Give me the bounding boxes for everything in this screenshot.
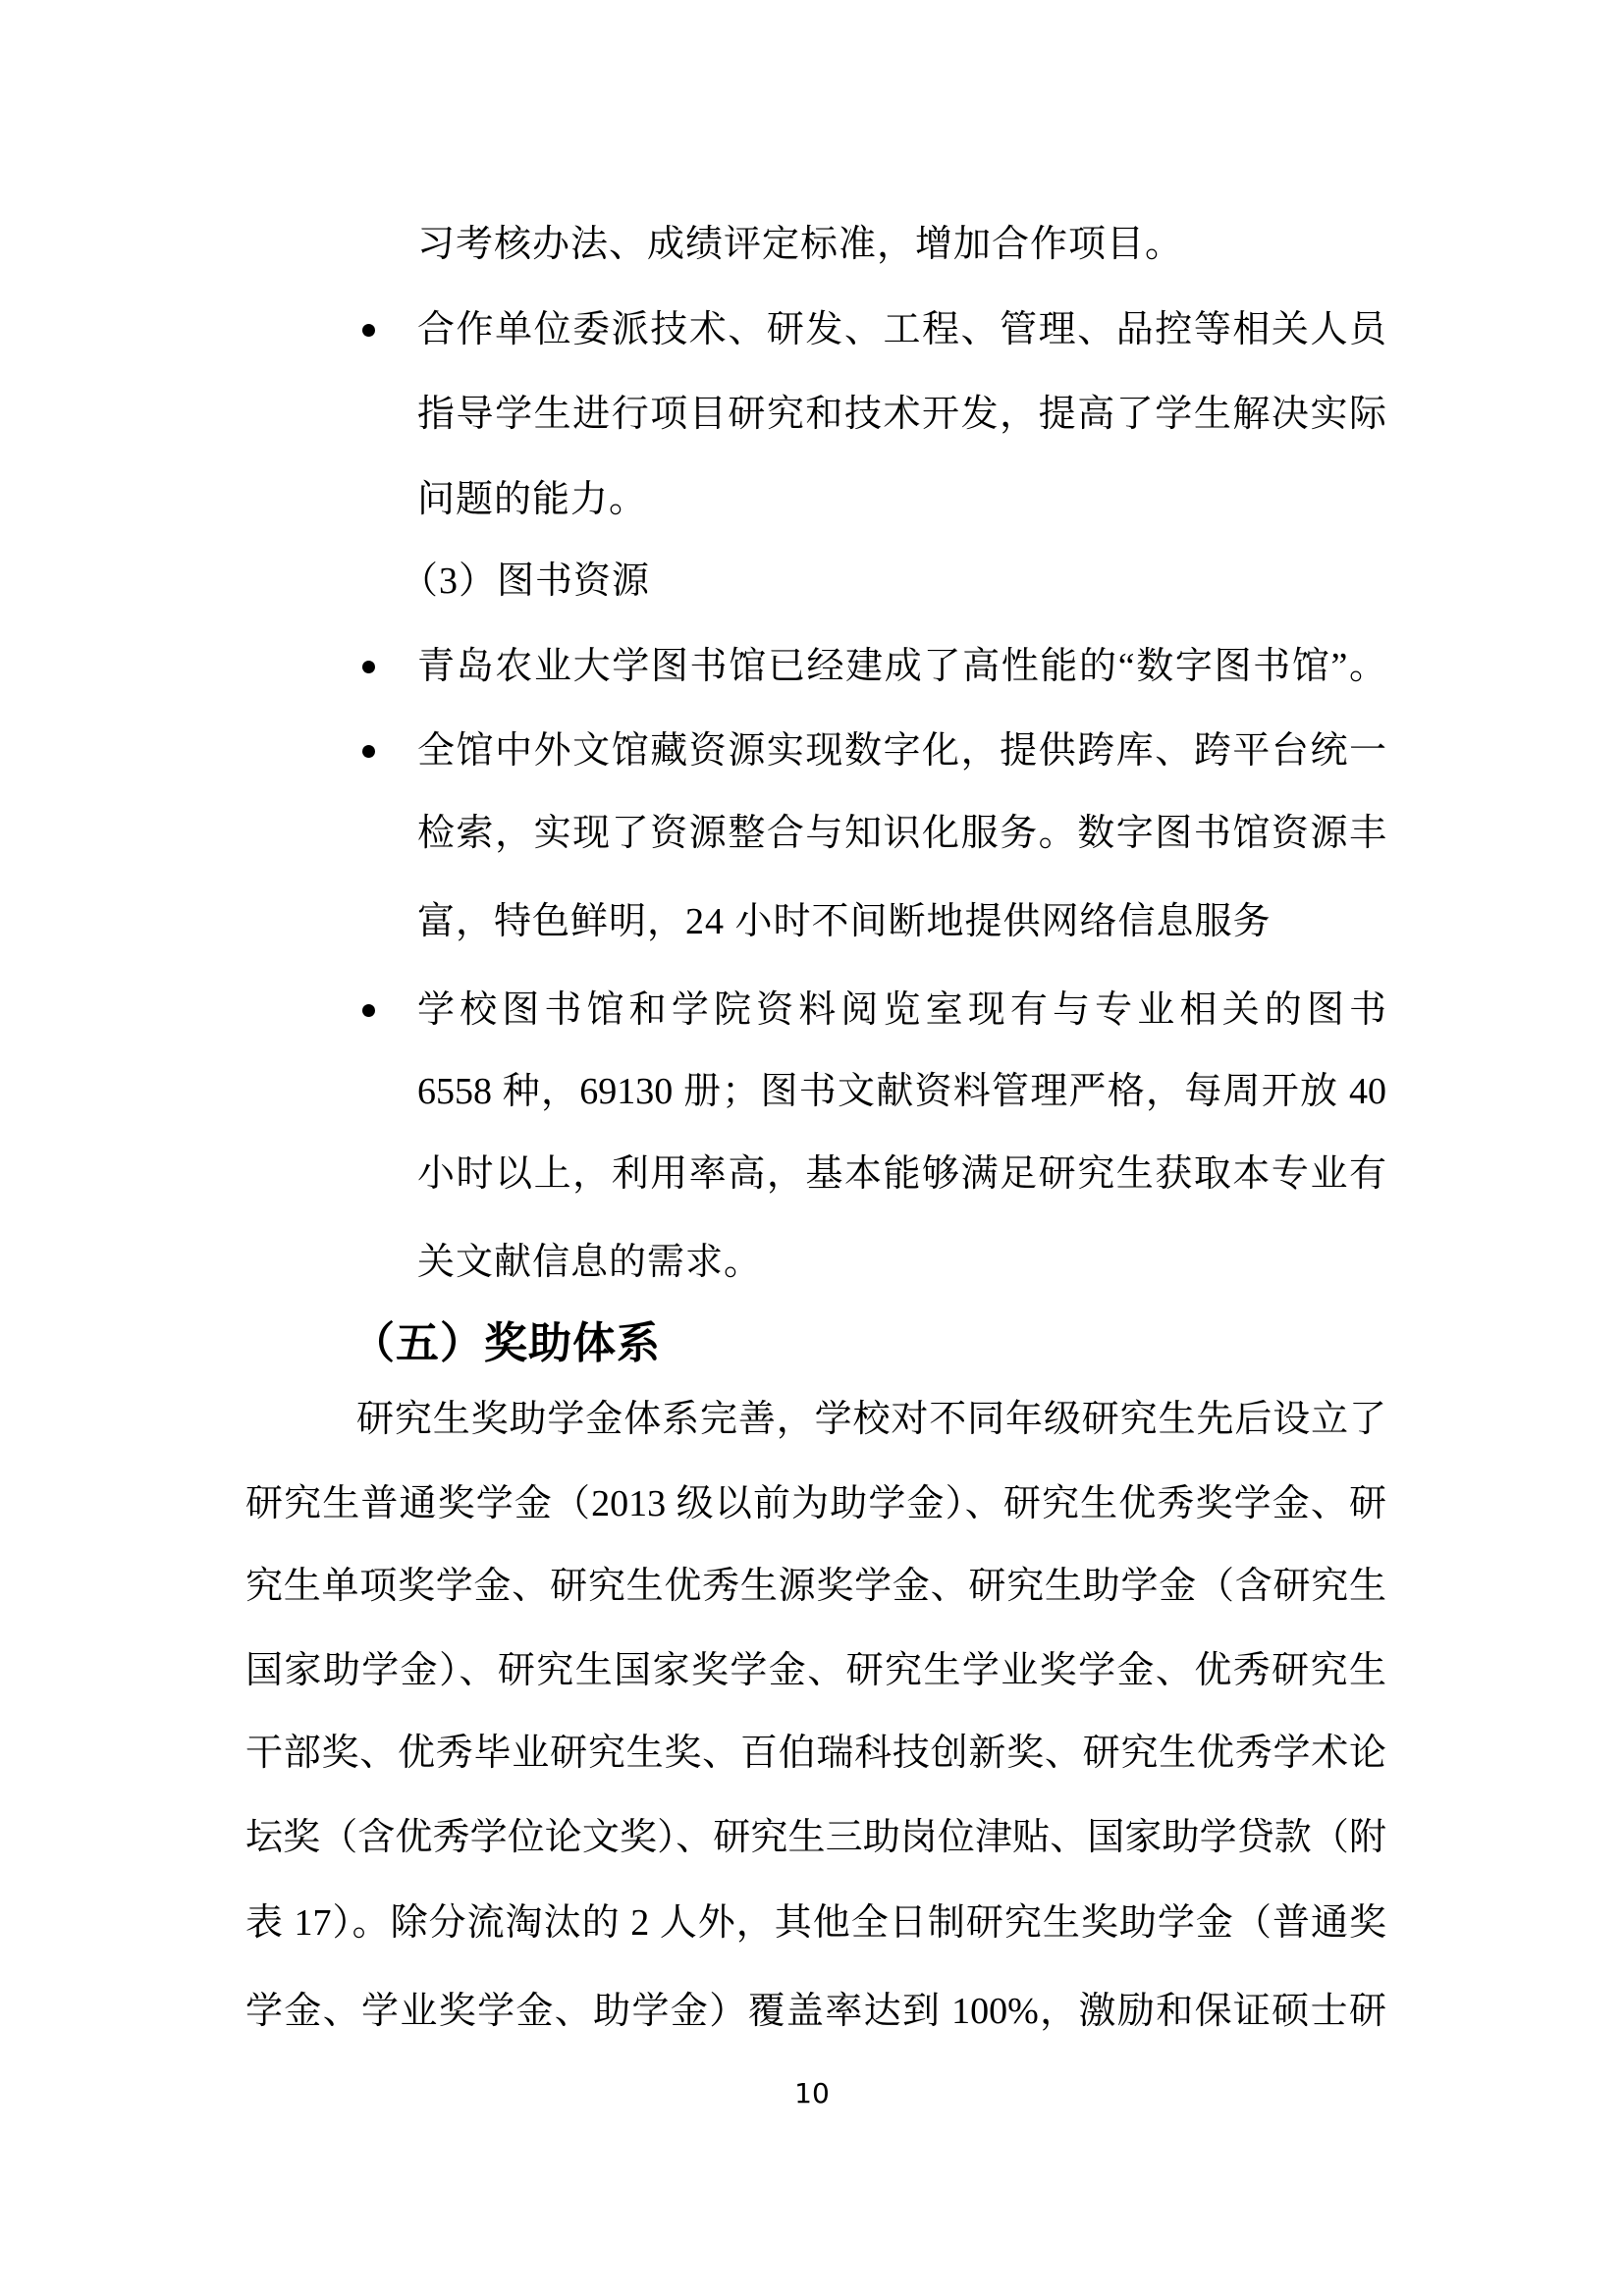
bullet-text: 青岛农业大学图书馆已经建成了高性能的“数字图书馆”。: [417, 646, 1386, 687]
bullet-icon: [362, 745, 375, 758]
text-line: 小时以上，利用率高，基本能够满足研究生获取本专业有: [417, 1153, 1386, 1195]
text-line: 富，特色鲜明，24 小时不间断地提供网络信息服务: [417, 901, 1272, 942]
bullet-icon: [362, 1004, 375, 1017]
paragraph-line: 学金、学业奖学金、助学金）覆盖率达到 100%，激励和保证硕士研: [245, 1991, 1386, 2032]
bullet-item: [417, 987, 1386, 1034]
bullet-item: [417, 643, 1386, 690]
bullet-text: 学校图书馆和学院资料阅览室现有与专业相关的图书: [417, 989, 1386, 1031]
sub-heading: （3）图书资源: [401, 561, 651, 602]
text-line: 6558 种，69130 册；图书文献资料管理严格，每周开放 40: [417, 1071, 1386, 1112]
paragraph-line: 研究生奖助学金体系完善，学校对不同年级研究生先后设立了: [356, 1399, 1386, 1440]
section-heading: （五）奖助体系: [352, 1319, 661, 1367]
text-line: 习考核办法、成绩评定标准，增加合作项目。: [417, 224, 1184, 265]
bullet-icon: [362, 324, 375, 337]
bullet-item: [417, 306, 1386, 353]
bullet-item: [417, 727, 1386, 774]
page-number: 10: [794, 2077, 830, 2109]
text-line: 问题的能力。: [417, 479, 648, 520]
paragraph-line: 究生单项奖学金、研究生优秀生源奖学金、研究生助学金（含研究生: [245, 1566, 1386, 1607]
paragraph-line: 坛奖（含优秀学位论文奖）、研究生三助岗位津贴、国家助学贷款（附: [245, 1817, 1386, 1858]
bullet-text: 合作单位委派技术、研发、工程、管理、品控等相关人员: [417, 309, 1386, 350]
paragraph-line: 国家助学金）、研究生国家奖学金、研究生学业奖学金、优秀研究生: [245, 1650, 1386, 1691]
text-line: 检索，实现了资源整合与知识化服务。数字图书馆资源丰: [417, 813, 1386, 854]
bullet-icon: [362, 661, 375, 673]
text-line: 关文献信息的需求。: [417, 1242, 763, 1283]
paragraph-line: 表 17）。除分流淘汰的 2 人外，其他全日制研究生奖助学金（普通奖: [245, 1902, 1386, 1944]
bullet-text: 全馆中外文馆藏资源实现数字化，提供跨库、跨平台统一: [417, 730, 1386, 772]
paragraph-line: 研究生普通奖学金（2013 级以前为助学金）、研究生优秀奖学金、研: [245, 1483, 1386, 1524]
paragraph-line: 干部奖、优秀毕业研究生奖、百伯瑞科技创新奖、研究生优秀学术论: [245, 1733, 1386, 1774]
text-line: 指导学生进行项目研究和技术开发，提高了学生解决实际: [417, 394, 1386, 435]
